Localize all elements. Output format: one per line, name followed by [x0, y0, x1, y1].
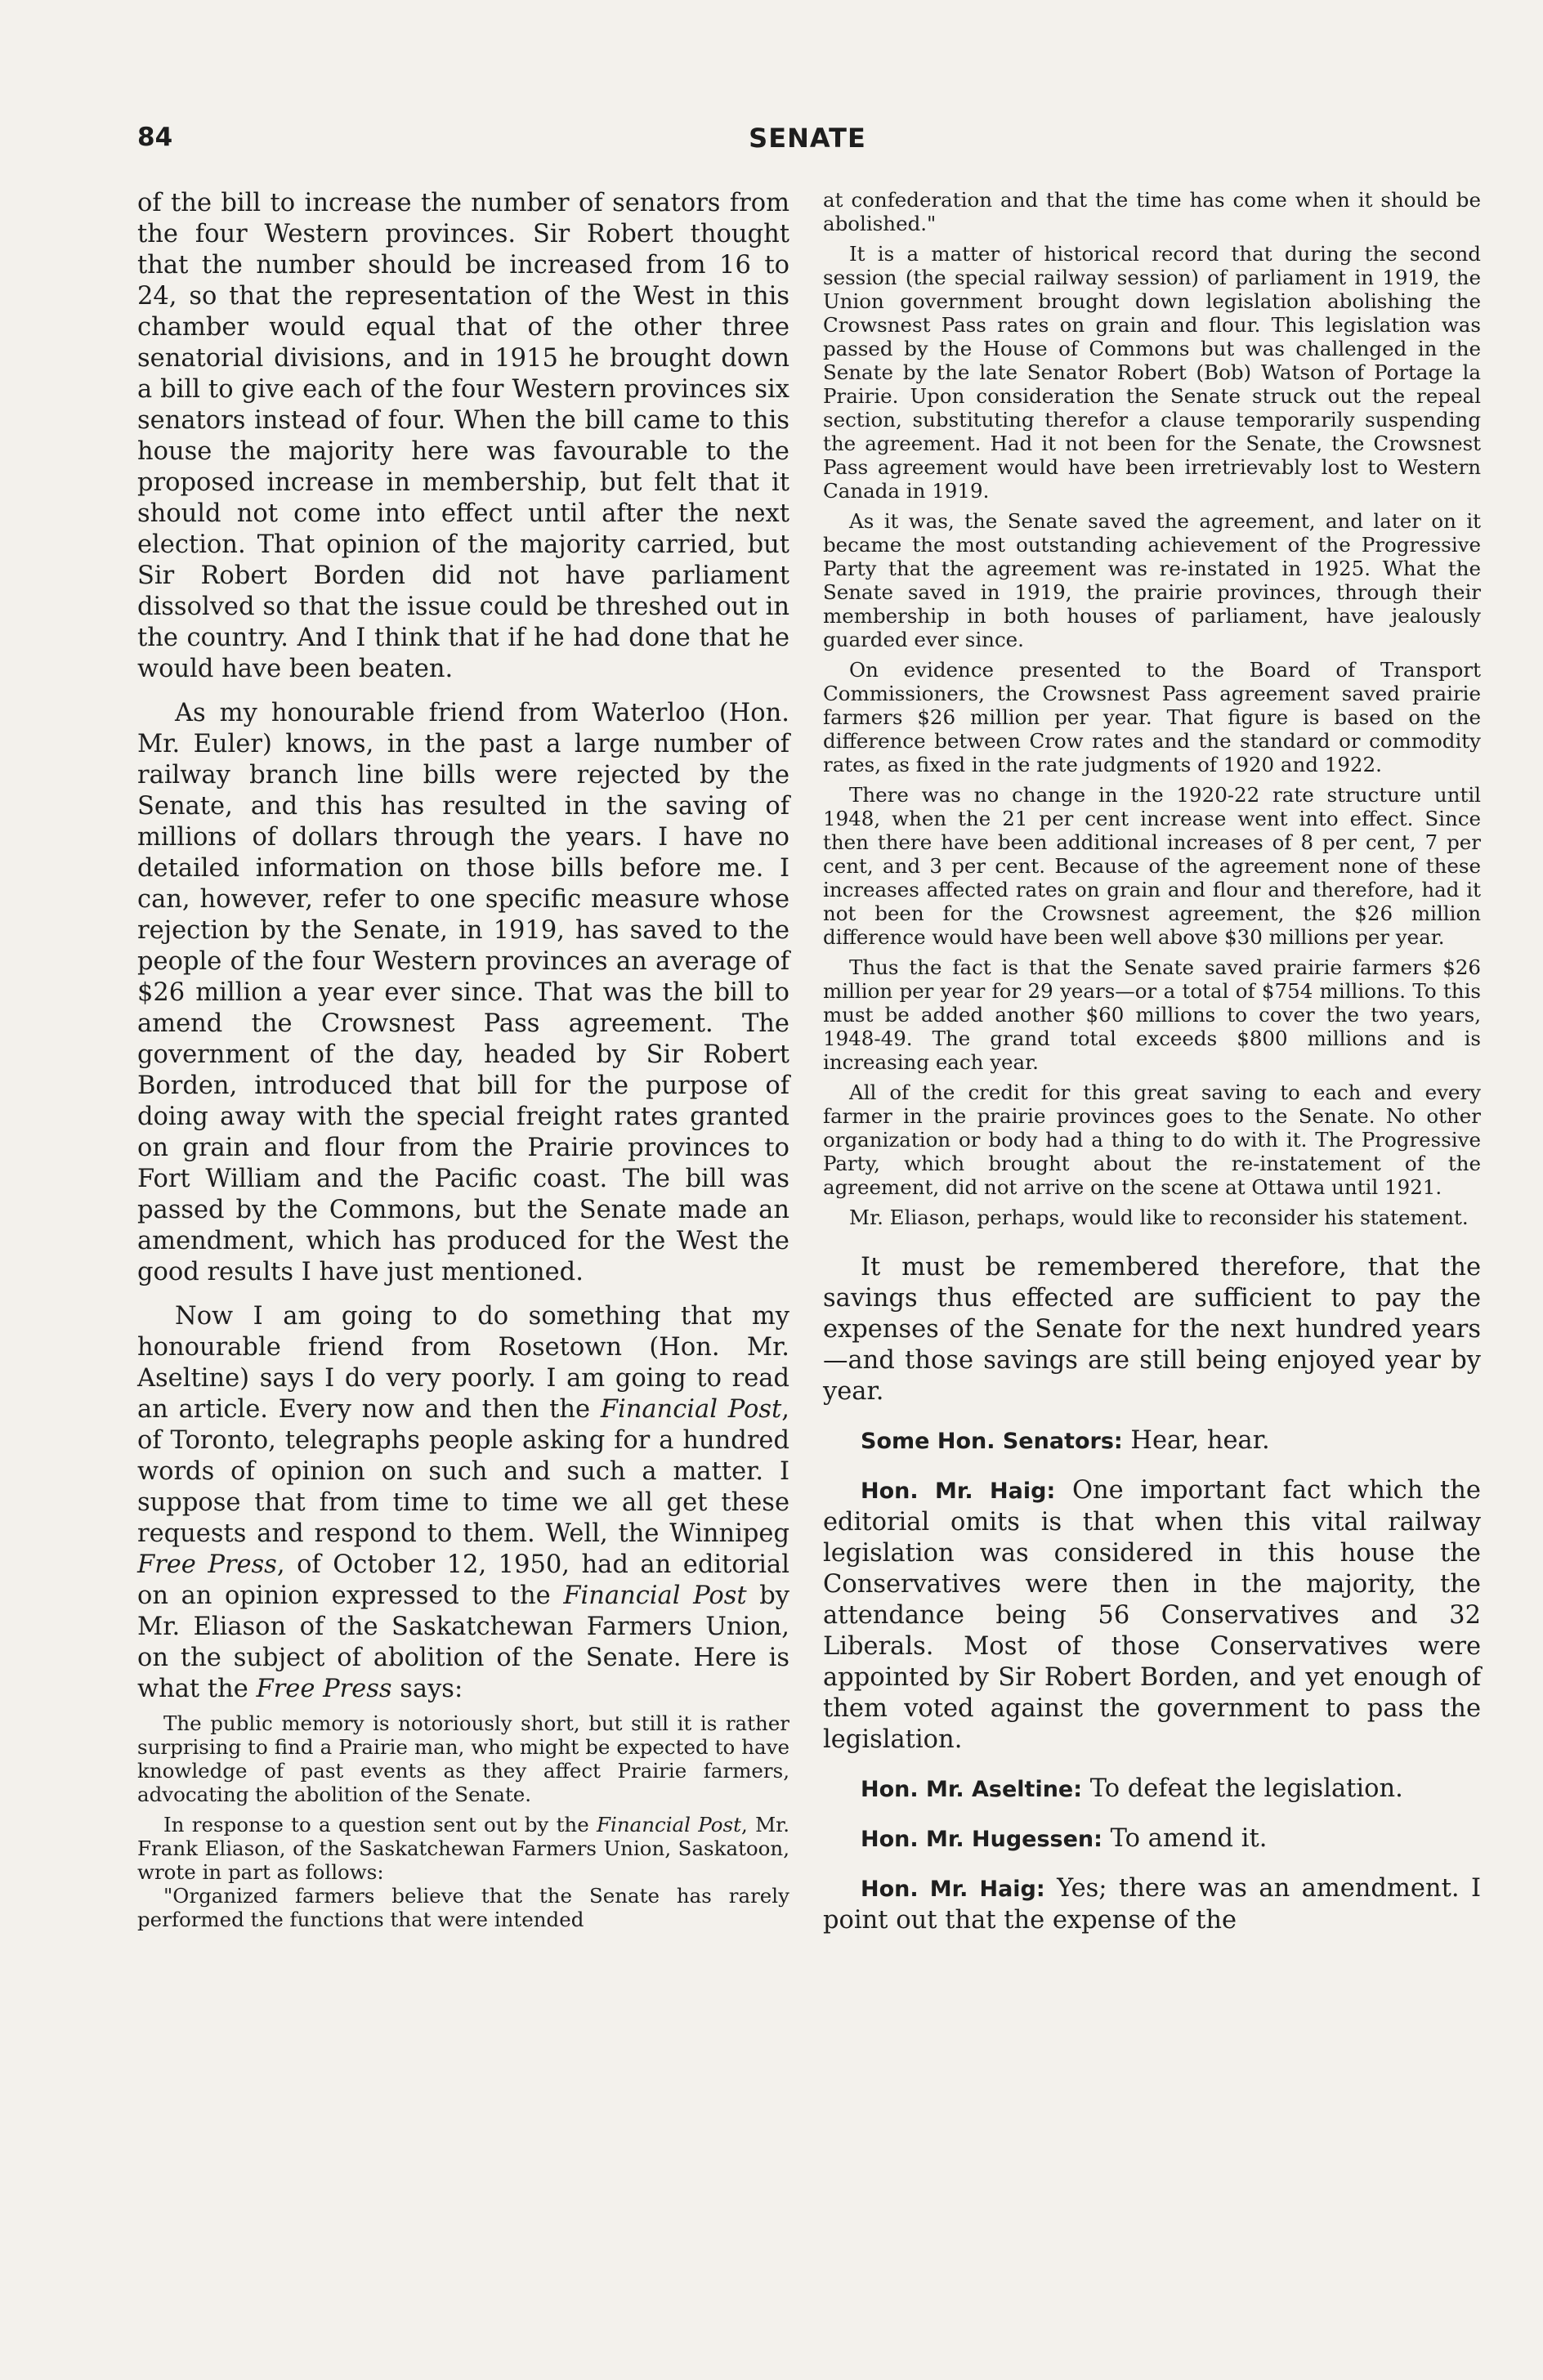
speech-text: Yes; there was an amendment. I point out that the expense of the: [823, 1874, 1481, 1935]
quote-paragraph: [137, 1813, 789, 1884]
speech: [823, 1873, 1481, 1936]
speech-text: To defeat the legislation.: [1082, 1774, 1403, 1803]
running-head: SENATE: [749, 123, 866, 154]
speech-text: One important fact which the editorial omits is that when this vital railway legislation was considered in this house the Conservatives were then in the majority, the attendance being 56 Conservatives and 32 Liberals. Most of those Conservatives were appointed by Sir Robert Borden, and yet enough of them voted against the government to pass the legislation.: [823, 1476, 1481, 1754]
publication-title: Financial Post: [600, 1395, 782, 1424]
speech-text: To amend it.: [1102, 1824, 1268, 1853]
quote-paragraph: at confederation and that the time has come when it should be abolished.": [823, 188, 1481, 235]
publication-title: Free Press: [137, 1550, 277, 1579]
text-run: , of Toronto, telegraphs people asking for a hundred words of opinion on such and such a matter. I suppose that from time to time we all get these requests and respond to them. Well, the Winnipeg: [137, 1395, 789, 1548]
quote-paragraph: Mr. Eliason, perhaps, would like to reconsider his statement.: [849, 1206, 1469, 1229]
quote-paragraph: On evidence presented to the Board of Transport Commissioners, the Crowsnest Pass agreement saved prairie farmers $26 million per year. That figure is based on the difference between Crow rates and the standard or commodity rates, as fixed in the rate judgments of 1920 and 1922.: [823, 658, 1481, 776]
quote-paragraph: The public memory is notoriously short, but still it is rather surprising to find a Prairie man, who might be expected to have knowledge of past events as they affect Prairie farmers, advocating the abolition of the Senate.: [137, 1711, 789, 1806]
speaker-name: Hon. Mr. Haig:: [861, 1877, 1045, 1902]
paragraph: of the bill to increase the number of senators from the four Western provinces. Sir Robert thought that the number should be increased from 16 to 24, so that the representation of the West in this chamber would equal that of the other three senatorial divisions, and in 1915 he brought down a bill to give each of the four Western provinces six senators instead of four. When the bill came to this house the majority here was favourable to the proposed increase in membership, but felt that it should not come into effect until after the next election. That opinion of the majority carried, but Sir Robert Borden did not have parliament dissolved so that the issue could be threshed out in the country. And I think that if he had done that he would have been beaten.: [137, 189, 789, 683]
quote-paragraph: There was no change in the 1920-22 rate structure until 1948, when the 21 per cent increase went into effect. Since then there have been additional increases of 8 per cent, 7 per cent, and 3 per cent. Because of the agreement none of these increases affected rates on grain and flour and therefore, had it not been for the Crowsnest agreement, the $26 million difference would have been well above $30 millions per year.: [823, 783, 1481, 949]
paragraph: It must be remembered therefore, that the savings thus effected are sufficient to pay the expenses of the Senate for the next hundred years—and those savings are still being enjoyed year by year.: [823, 1253, 1481, 1406]
page-number: 84: [137, 123, 173, 152]
publication-title: Free Press: [256, 1675, 392, 1703]
quote-paragraph: "Organized farmers believe that the Senate has rarely performed the functions that were intended: [137, 1884, 789, 1931]
text-run: , Mr. Frank Eliason, of the Saskatchewan Farmers Union, Saskatoon, wrote in part as follows:: [137, 1813, 789, 1884]
speech: [823, 1774, 1481, 1805]
quote-paragraph: Thus the fact is that the Senate saved prairie farmers $26 million per year for 29 years—or a total of $754 millions. To this must be added another $60 millions to cover the two years, 1948-49. The grand total exceeds $800 millions and is increasing each year.: [823, 955, 1481, 1074]
left-column: [137, 188, 789, 1931]
quote-paragraph: It is a matter of historical record that during the second session (the special railway session) of parliament in 1919, the Union government brought down legislation abolishing the Crowsnest Pass rates on grain and flour. This legislation was passed by the House of Commons but was challenged in the Senate by the late Senator Robert (Bob) Watson of Portage la Prairie. Upon consideration the Senate struck out the repeal section, substituting therefor a clause temporarily suspending the agreement. Had it not been for the Senate, the Crowsnest Pass agreement would have been irretrievably lost to Western Canada in 1919.: [823, 242, 1481, 503]
speaker-name: Some Hon. Senators:: [861, 1429, 1123, 1454]
speaker-name: Hon. Mr. Haig:: [861, 1479, 1056, 1504]
speech-text: Hear, hear.: [1122, 1426, 1270, 1455]
paragraph: As my honourable friend from Waterloo (Hon. Mr. Euler) knows, in the past a large number of railway branch line bills were rejected by the Senate, and this has resulted in the saving of millions of dollars through the years. I have no detailed information on those bills before me. I can, however, refer to one specific measure whose rejection by the Senate, in 1919, has saved to the people of the four Western provinces an average of $26 million a year ever since. That was the bill to amend the Crowsnest Pass agreement. The government of the day, headed by Sir Robert Borden, introduced that bill for the purpose of doing away with the special freight rates granted on grain and flour from the Prairie provinces to Fort William and the Pacific coast. The bill was passed by the Commons, but the Senate made an amendment, which has produced for the West the good results I have just mentioned.: [137, 699, 789, 1286]
speech: [823, 1425, 1481, 1457]
speaker-name: Hon. Mr. Hugessen:: [861, 1827, 1102, 1852]
speech: [823, 1823, 1481, 1855]
text-run: , of October 12, 1950, had an editorial on an opinion expressed to the: [137, 1550, 789, 1610]
text-run: by Mr. Eliason of the Saskatchewan Farmers Union, on the subject of abolition of the Senate. Here is what the: [137, 1581, 790, 1703]
speaker-name: Hon. Mr. Aseltine:: [861, 1777, 1083, 1802]
publication-title: Financial Post: [563, 1581, 747, 1610]
right-column: [823, 188, 1481, 1936]
text-run: says:: [391, 1675, 463, 1703]
speech: [823, 1475, 1481, 1756]
text-run: In response to a question sent out by the: [163, 1813, 597, 1836]
quote-paragraph: All of the credit for this great saving to each and every farmer in the prairie provinces goes to the Senate. No other organization or body had a thing to do with it. The Progressive Party, which brought about the re-instatement of the agreement, did not arrive on the scene at Ottawa until 1921.: [823, 1080, 1481, 1199]
paragraph: [137, 1301, 789, 1705]
text-run: Now I am going to do something that my honourable friend from Rosetown (Hon. Mr. Aseltine) says I do very poorly. I am going to read an article. Every now and then the: [137, 1302, 789, 1424]
publication-title: Financial Post: [597, 1813, 741, 1836]
page-header: [137, 123, 1478, 163]
quote-paragraph: As it was, the Senate saved the agreement, and later on it became the most outstanding achievement of the Progressive Party that the agreement was re-instated in 1925. What the Senate saved in 1919, the prairie provinces, through their membership in both houses of parliament, have jealously guarded ever since.: [823, 509, 1481, 651]
